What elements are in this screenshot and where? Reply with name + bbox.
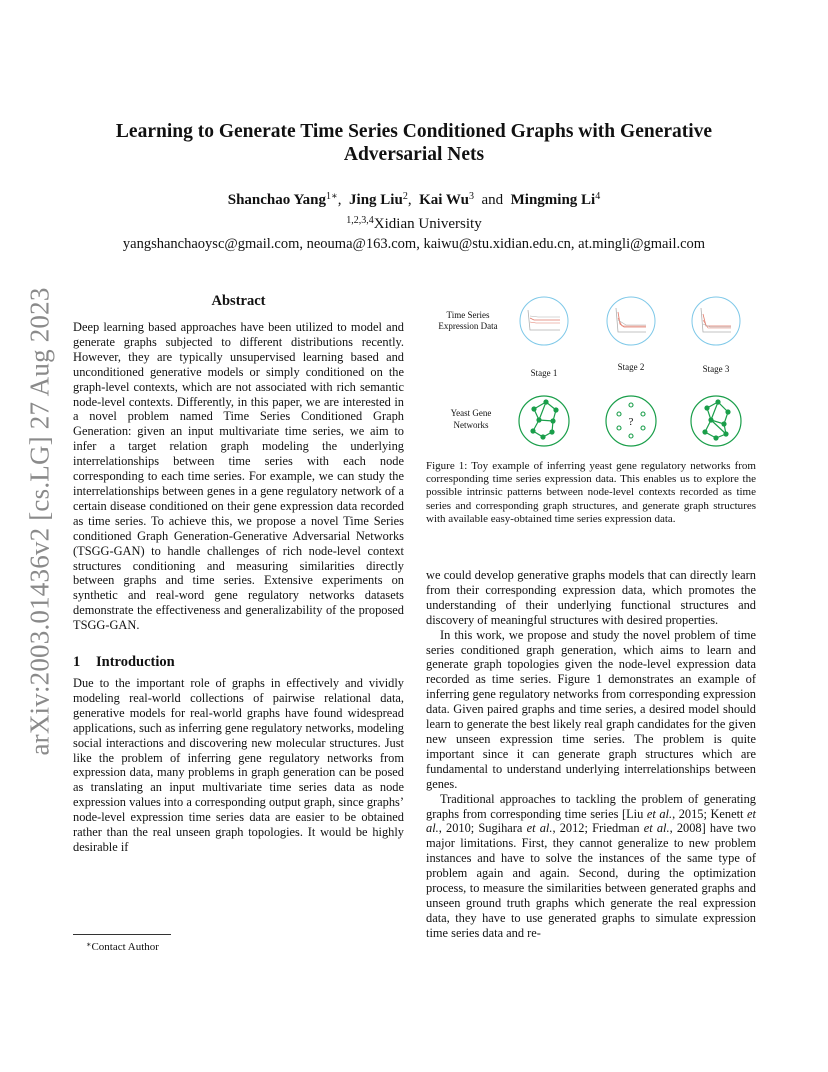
author-sup: 2 bbox=[402, 191, 408, 202]
unknown-graph-mark: ? bbox=[628, 416, 634, 428]
abstract-heading: Abstract bbox=[211, 293, 266, 309]
affiliation-sup: 1,2,3,4 bbox=[346, 215, 374, 226]
arxiv-id: arXiv:2003.01436v2 [cs.LG] 27 Aug 2023 bbox=[24, 286, 55, 756]
p3-text-e: , 2008] have two major limitations. First, they cannot generalize to new problem instances and have to solve the instances of the same type of problem again and again. Second, during the optimization process, to measure the similarities between generated graphs and unseen ground truth graphs which generate the real expression data, they have to use generated graphs to simulate expression time series data and re- bbox=[426, 821, 757, 940]
section-number: 1 bbox=[73, 654, 81, 671]
citation-et-al: et al. bbox=[426, 806, 756, 836]
footnote bbox=[86, 938, 159, 954]
p3-text-b: , 2015; Kenett bbox=[672, 806, 748, 821]
stage-1-label: Stage 1 bbox=[530, 368, 558, 378]
abstract-text: Deep learning based approaches have been utilized to model and generate graphs subjected to different distributions recently. However, they are typically unsupervised learning based and unconditioned generative models or simply conditioned on the graph-level contexts, which are not associated with rich semantic node-level contexts. Differently, in this paper, we are interested in a novel problem named Time Series Conditioned Graph Generation: given an input multivariate time series, we aim to infer a target relation graph modeling the underlying interrelationships between time series with each node corresponding to each time series. For example, we can study the interrelationships between genes in a gene regulatory network of a certain disease conditioned on their gene expression data recorded as time series. To achieve this, we propose a novel Time Series conditioned Graph Generation-Generative Adversarial Networks (TSGG-GAN) to handle challenges of rich node-level context structures conditioning and measuring similarities directly between graphs and time series. Extensive experiments on synthetic and real-word gene regulatory networks datasets demonstrate the effectiveness and generalizability of the proposed TSGG-GAN. bbox=[73, 320, 404, 633]
section-title: Introduction bbox=[96, 654, 175, 671]
affiliation bbox=[60, 212, 768, 233]
time-series-panel-1 bbox=[520, 297, 568, 345]
author-sup: 3 bbox=[468, 191, 474, 202]
gene-network-stage-3 bbox=[691, 396, 741, 446]
figure-1 bbox=[426, 290, 756, 450]
author-name: Kai Wu bbox=[419, 192, 469, 208]
stage-3-label: Stage 3 bbox=[702, 364, 730, 374]
citation-et-al: et al. bbox=[643, 821, 670, 836]
footnote-rule bbox=[73, 934, 171, 935]
p3-text-a: Traditional approaches to tackling the problem of generating graphs from corresponding time series [Liu bbox=[426, 791, 756, 821]
citation-et-al: et al. bbox=[646, 806, 673, 821]
p3-text-c: , 2010; Sugihara bbox=[438, 821, 527, 836]
footnote-text: Contact Author bbox=[91, 941, 159, 953]
time-series-panel-2 bbox=[607, 297, 655, 345]
figure-1-illustration bbox=[426, 290, 756, 450]
right-column bbox=[426, 568, 756, 941]
author-and: and bbox=[481, 192, 504, 208]
author-sup: 4 bbox=[595, 191, 601, 202]
time-series-panel-3 bbox=[692, 297, 740, 345]
arxiv-identifier-stamp bbox=[20, 282, 60, 760]
citation-et-al: et al. bbox=[526, 821, 553, 836]
paper-title bbox=[60, 120, 768, 166]
author-sup: 1∗ bbox=[325, 191, 338, 202]
gene-network-stage-2 bbox=[606, 396, 656, 446]
title-block bbox=[60, 120, 768, 253]
author-separator: , bbox=[407, 192, 412, 208]
author-name: Shanchao Yang bbox=[227, 192, 326, 208]
author-name: Mingming Li bbox=[510, 192, 596, 208]
left-column bbox=[73, 292, 404, 855]
intro-paragraph-2: In this work, we propose and study the novel problem of time series conditioned graph generation, which aims to learn and generate graph topologies given the node-level expression data recorded as time series. Figure 1 demonstrates an example of inferring gene regulatory networks from corresponding expression data. Given paired graphs and time series, a desired model should learn to generate the best likely real graph candidates for the given new unseen expression time series. The problem is quite important since it can generate graph structures which are fundamental to understand underlying interrelationships between genes. bbox=[426, 627, 756, 791]
gene-network-stage-1 bbox=[519, 396, 569, 446]
label-expression-data: Expression Data bbox=[438, 321, 498, 331]
author-emails: yangshanchaoysc@gmail.com, neouma@163.com, kaiwu@stu.xidian.edu.cn, at.mingli@gmail.com bbox=[122, 236, 706, 252]
section-heading-introduction bbox=[73, 653, 404, 671]
author-separator: , bbox=[337, 192, 342, 208]
author-name: Jing Liu bbox=[349, 192, 403, 208]
footnote-mark: ∗ bbox=[86, 940, 92, 949]
figure-1-caption: Figure 1: Toy example of inferring yeast gene regulatory networks from corresponding time series expression data. This enables us to explore the possible intrinsic patterns between node-level contexts recorded as time series and corresponding graph structures, and generate graph structures with available easy-obtained time series expression data. bbox=[426, 460, 756, 525]
label-networks: Networks bbox=[453, 420, 489, 430]
intro-paragraph-3 bbox=[426, 792, 756, 941]
intro-paragraph-1-continued: we could develop generative graphs models that can directly learn from their corresponding expression data, which promotes the understanding of their underlying functional structures and discovery of meaningful structures with desired properties. bbox=[426, 568, 756, 627]
author-list bbox=[60, 188, 768, 209]
title-line-1: Learning to Generate Time Series Conditioned Graphs with Generative bbox=[115, 121, 713, 142]
intro-paragraph-1: Due to the important role of graphs in effectively and vividly modeling real-world collections of pairwise relational data, generative models for real-world graphs have found widespread applications, such as inferring gene regulatory networks, modeling social interactions and discovering new molecular structures. Just like the problem of inferring gene regulatory networks from expression data, many problems in graph generation can be posed as translating an input multivariate time series data as node expression values into a corresponding output graph, since graphs’ node-level expression time series data are easier to be obtained rather than the real unseen graph topologies. It would be highly desirable if bbox=[73, 676, 404, 854]
title-line-2: Adversarial Nets bbox=[343, 144, 485, 165]
p3-text-d: , 2012; Friedman bbox=[552, 821, 644, 836]
stage-2-label: Stage 2 bbox=[617, 362, 645, 372]
label-time-series: Time Series bbox=[446, 310, 490, 320]
affiliation-name: Xidian University bbox=[373, 216, 482, 232]
label-yeast-gene: Yeast Gene bbox=[450, 408, 492, 418]
